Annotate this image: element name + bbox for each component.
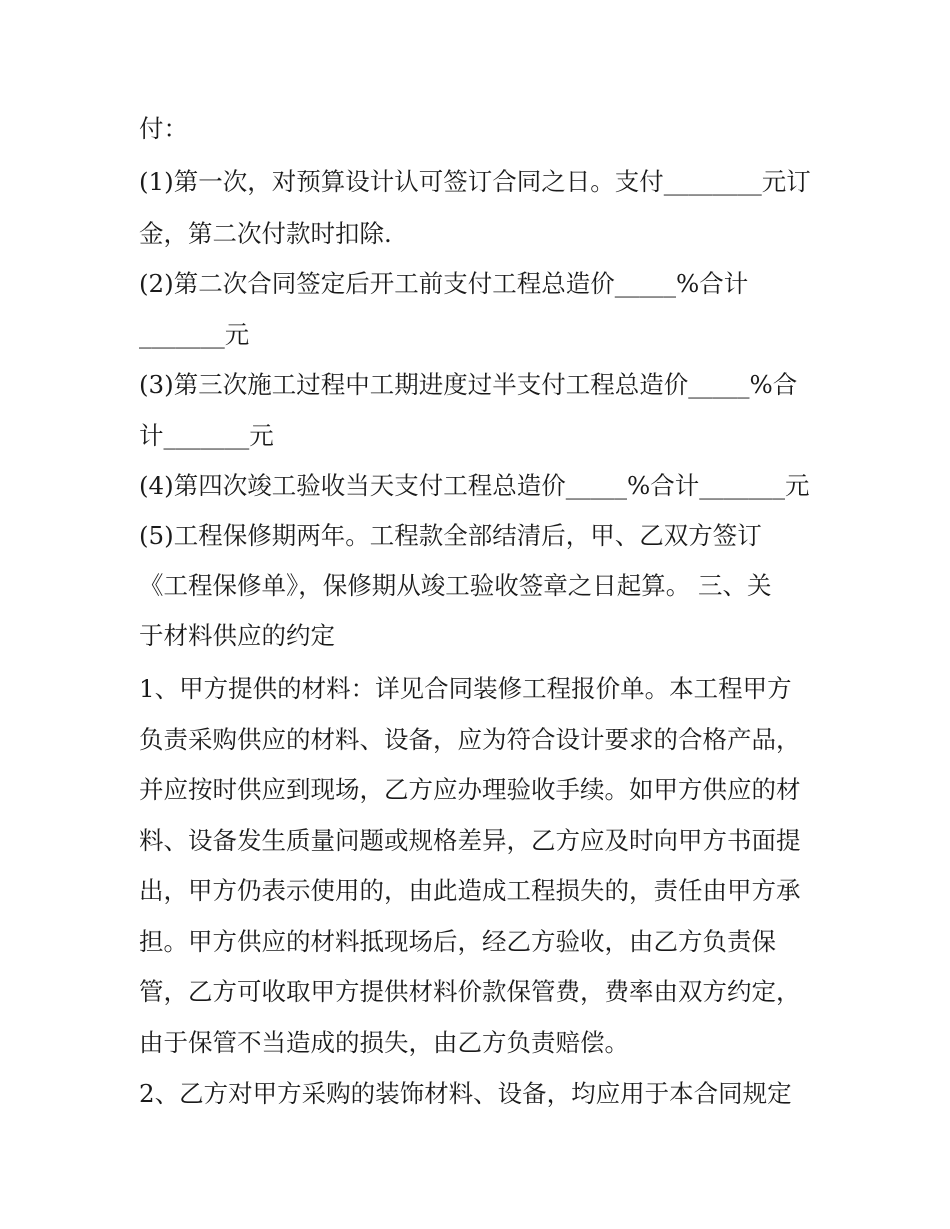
text-line: 《工程保修单》，保修期从竣工验收签章之日起算。 三、关 bbox=[139, 571, 772, 600]
text-line: 负责采购供应的材料、设备，应为符合设计要求的合格产品， bbox=[139, 725, 801, 754]
text-line: _______元 bbox=[139, 320, 250, 349]
text-line: (1)第一次，对预算设计认可签订合同之日。支付________元订 bbox=[139, 167, 811, 196]
text-line: (4)第四次竣工验收当天支付工程总造价_____%合计_______元 bbox=[139, 471, 810, 500]
text-line: 料、设备发生质量问题或规格差异，乙方应及时向甲方书面提 bbox=[139, 826, 801, 855]
text-line: (5)工程保修期两年。工程款全部结清后，甲、乙双方签订 bbox=[139, 521, 762, 550]
text-line: 付： bbox=[139, 114, 188, 143]
text-line: 计_______元 bbox=[139, 421, 274, 450]
text-line: 并应按时供应到现场，乙方应办理验收手续。如甲方供应的材 bbox=[139, 775, 801, 804]
text-line: 金，第二次付款时扣除. bbox=[139, 219, 392, 248]
text-line: 出，甲方仍表示使用的，由此造成工程损失的，责任由甲方承 bbox=[139, 876, 801, 905]
text-line: 于材料供应的约定 bbox=[139, 621, 335, 650]
text-line: 担。甲方供应的材料抵现场后，经乙方验收，由乙方负责保 bbox=[139, 927, 776, 956]
text-line: 由于保管不当造成的损失，由乙方负责赔偿。 bbox=[139, 1028, 629, 1057]
text-line: (2)第二次合同签定后开工前支付工程总造价_____%合计 bbox=[139, 269, 749, 298]
text-line: (3)第三次施工过程中工期进度过半支付工程总造价_____%合 bbox=[139, 370, 798, 399]
text-line: 管，乙方可收取甲方提供材料价款保管费，费率由双方约定， bbox=[139, 977, 801, 1006]
text-line: 2、乙方对甲方采购的装饰材料、设备，均应用于本合同规定 bbox=[139, 1079, 792, 1108]
text-line: 1、甲方提供的材料：详见合同装修工程报价单。本工程甲方 bbox=[139, 674, 792, 703]
